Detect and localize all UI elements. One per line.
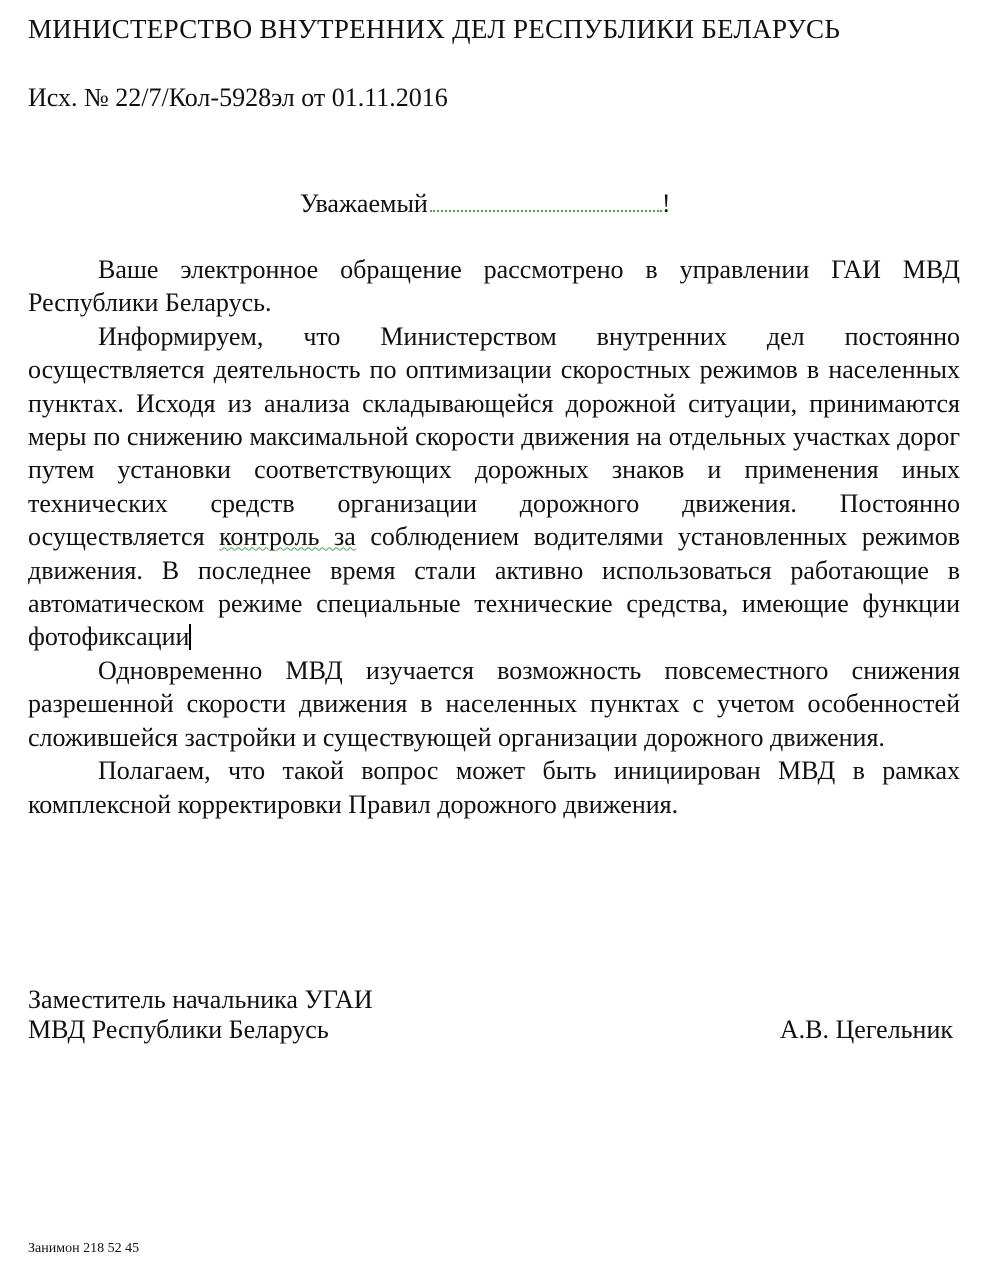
executor-footer: Занимон 218 52 45 [28, 1241, 140, 1256]
spellcheck-underlined-phrase: контроль за [219, 522, 356, 552]
signatory-title [28, 985, 373, 1045]
recipient-name-blank [430, 188, 662, 212]
paragraph-1: Ваше электронное обращение рассмотрено в управлении ГАИ МВД Республики Беларусь. [28, 255, 960, 318]
paragraph-4: Полагаем, что такой вопрос может быть инициирован МВД в рамках комплексной корректировки Правил дорожного движения. [28, 756, 960, 819]
text-cursor [189, 624, 191, 650]
greeting-prefix: Уважаемый [300, 189, 428, 218]
signatory-title-line-1: Заместитель начальника УГАИ [28, 985, 373, 1014]
signatory-name: А.В. Цегельник [779, 1015, 953, 1044]
paragraph-2-part-a: Информируем, что Министерством внутренних дел постоянно осуществляется деятельность по оптимизации скоростных режимов в населенных пунктах. Исходя из анализа складывающейся дорожной ситуации, принимаются меры по снижению максимальной скорости движения на отдельных участках дорог путем установки соответствующих дорожных знаков и применения иных технических средств организации дорожного движения. Постоянно осуществляется [28, 321, 960, 552]
letter-body [28, 253, 960, 821]
ministry-header: МИНИСТЕРСТВО ВНУТРЕННИХ ДЕЛ РЕСПУБЛИКИ БЕЛАРУСЬ [28, 14, 841, 44]
paragraph-2 [28, 320, 960, 654]
outgoing-reference: Исх. № 22/7/Кол-5928эл от 01.11.2016 [28, 83, 448, 112]
greeting-suffix: ! [661, 189, 671, 218]
paragraph-3: Одновременно МВД изучается возможность повсеместного снижения разрешенной скорости движения в населенных пунктах с учетом особенностей сложившейся застройки и существующей организации дорожного движения. [28, 655, 960, 752]
greeting-line [300, 188, 671, 219]
signatory-title-line-2: МВД Республики Беларусь [28, 1015, 329, 1044]
paragraph-2-part-c: соблюдением водителями установленных режимов движения. В последнее время стали активно использоваться работающие в автоматическом режиме специальные технические средства, имеющие функции фотофиксации [28, 522, 960, 652]
